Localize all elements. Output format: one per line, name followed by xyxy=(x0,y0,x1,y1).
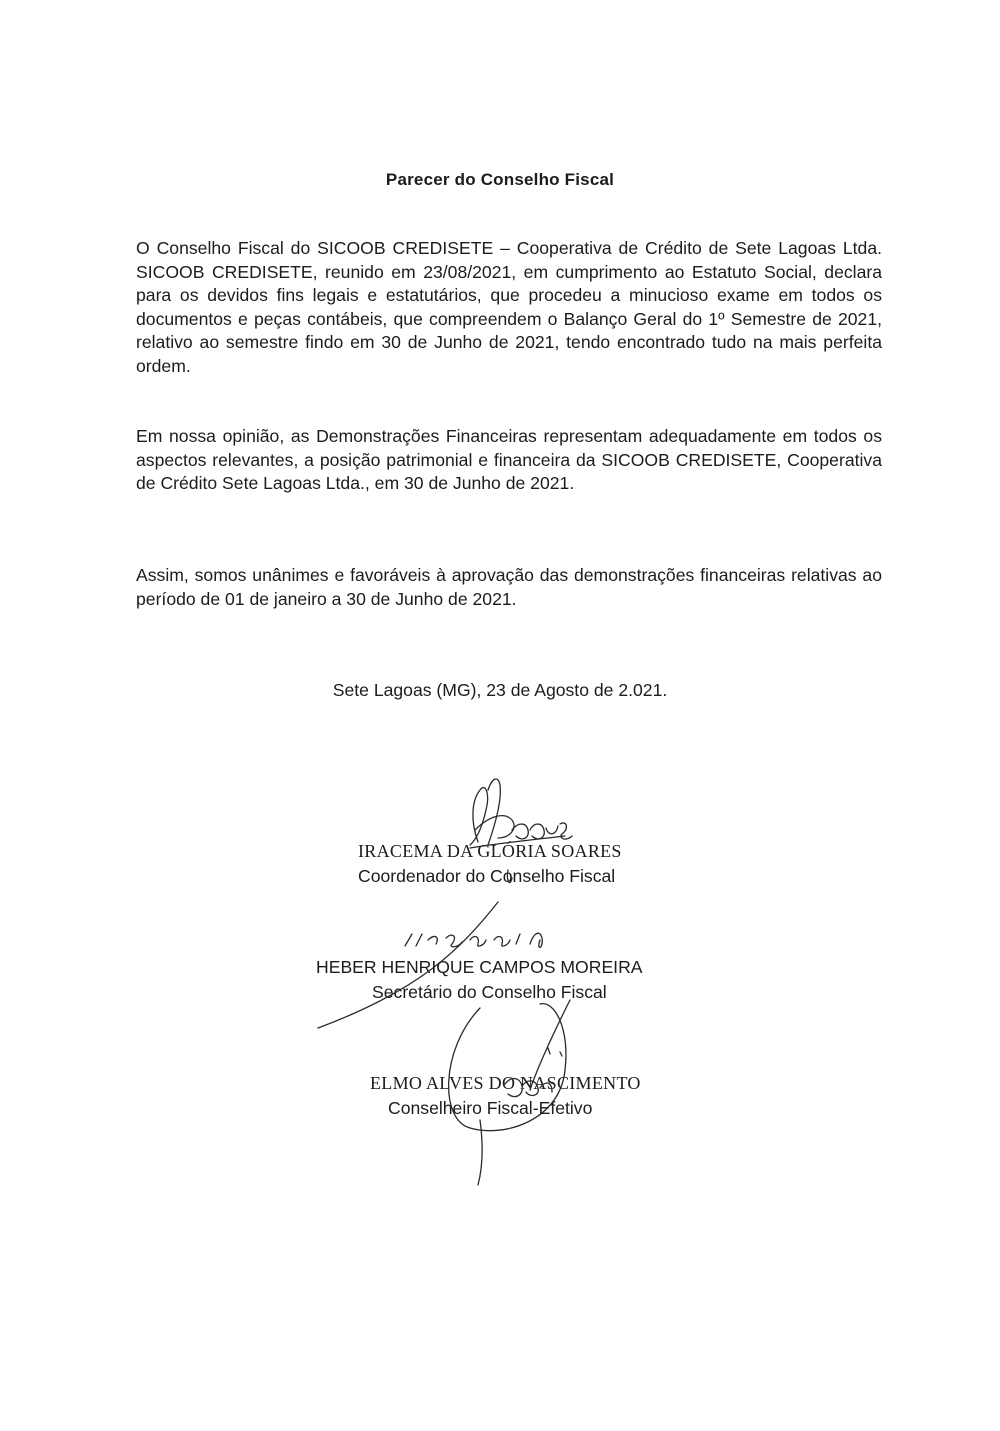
document-title: Parecer do Conselho Fiscal xyxy=(385,170,615,189)
paragraph-review: O Conselho Fiscal do SICOOB CREDISETE – Cooperativa de Crédito de Sete Lagoas Ltda. SICOOB CREDISETE, reunido em 23/08/2021, em cumprimento ao Estatuto Social, declara para os devidos fins legais e estatutários, que procedeu a minucioso exame em todos os documentos e peças contábeis, que compreendem o Balanço Geral do 1º Semestre de 2021, relativo ao semestre findo em 30 de Junho de 2021, tendo encontrado tudo na mais perfeita ordem. xyxy=(136,238,882,376)
signatory-name-councillor: ELMO ALVES DO NASCIMENTO xyxy=(370,1073,641,1093)
signatory-name-secretary: HEBER HENRIQUE CAMPOS MOREIRA xyxy=(316,957,643,977)
signatory-role-secretary: Secretário do Conselho Fiscal xyxy=(372,982,607,1002)
signature-councillor xyxy=(449,1004,566,1185)
signatory-role-coordinator: Coordenador do Conselho Fiscal xyxy=(358,866,616,886)
signatory-role-councillor: Conselheiro Fiscal-Efetivo xyxy=(388,1098,593,1118)
place-date: Sete Lagoas (MG), 23 de Agosto de 2.021. xyxy=(332,680,668,700)
paragraph-approval: Assim, somos unânimes e favoráveis à aprovação das demonstrações financeiras relativas ao período de 01 de janeiro a 30 de Junho de 2021. xyxy=(136,565,882,609)
signatory-name-coordinator: IRACEMA DA GLÓRIA SOARES xyxy=(358,841,622,861)
paragraph-opinion: Em nossa opinião, as Demonstrações Financeiras representam adequadamente em todos os aspectos relevantes, a posição patrimonial e financeira da SICOOB CREDISETE, Cooperativa de Crédito Sete Lagoas Ltda., em 30 de Junho de 2021. xyxy=(136,426,882,494)
